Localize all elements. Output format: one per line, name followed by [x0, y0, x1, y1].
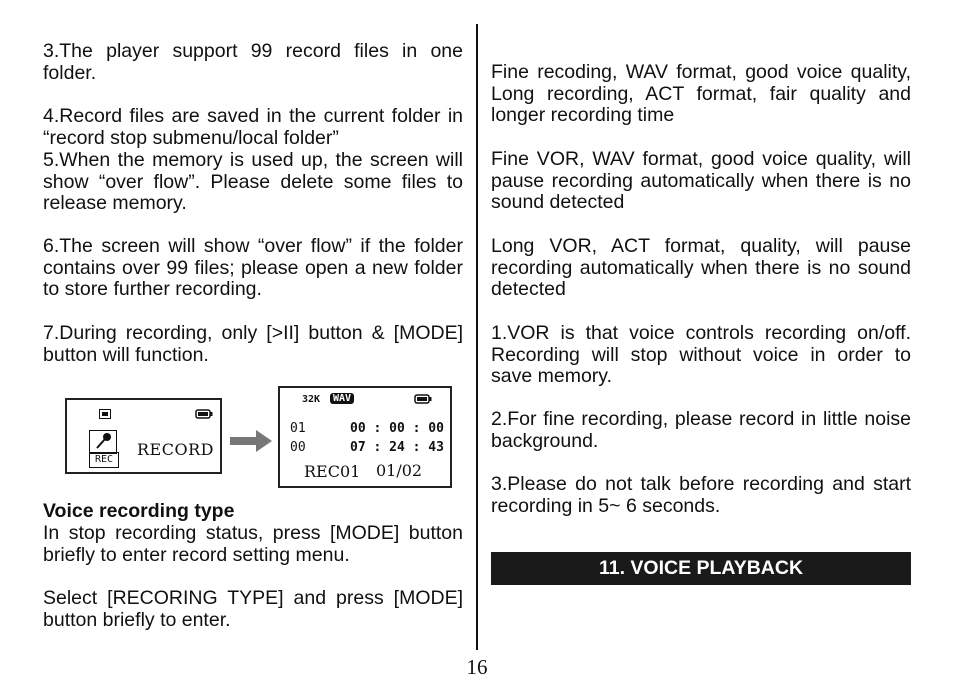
- arrow-right-icon: [228, 430, 272, 452]
- paragraph-record-limit: 3.The player support 99 record files in one folder.: [43, 40, 463, 84]
- record-menu-label: RECORD: [137, 440, 214, 459]
- bitrate-label: 32K: [302, 394, 321, 405]
- paragraph-long-vor: Long VOR, ACT format, quality, will pause recording automatically when there is no sound detected: [491, 235, 911, 301]
- paragraph-save-location: 4.Record files are saved in the current folder in “record stop submenu/local folder”: [43, 105, 463, 149]
- column-divider: [476, 24, 478, 650]
- paragraph-memory-full: 5.When the memory is used up, the screen will show “over flow”. Please delete some files to release memory.: [43, 149, 463, 215]
- section-title-voice-playback: 11. VOICE PLAYBACK: [491, 552, 911, 585]
- paragraph-start-delay: 3.Please do not talk before recording and start recording in 5~ 6 seconds.: [491, 473, 911, 517]
- recording-file-count: 01/02: [376, 461, 423, 480]
- remaining-time: 07 : 24 : 43: [350, 440, 444, 455]
- microphone-icon: [89, 430, 117, 454]
- paragraph-select-recording-type: Select [RECORING TYPE] and press [MODE] button briefly to enter.: [43, 587, 463, 631]
- paragraph-folder-overflow: 6.The screen will show “over flow” if the folder contains over 99 files; please open a new folder to store further recording.: [43, 235, 463, 301]
- paragraph-vor-explanation: 1.VOR is that voice controls recording on/off. Recording will stop without voice in order to save memory.: [491, 322, 911, 388]
- recording-file-name: REC01: [304, 462, 361, 481]
- paragraph-recording-buttons: 7.During recording, only [>II] button & [MODE] button will function.: [43, 322, 463, 366]
- lcd-screen-recording-status: [278, 386, 452, 488]
- paragraph-low-noise: 2.For fine recording, please record in little noise background.: [491, 408, 911, 452]
- battery-icon: [195, 409, 213, 419]
- paragraph-record-setting-menu: In stop recording status, press [MODE] button briefly to enter record setting menu.: [43, 522, 463, 566]
- paragraph-fine-long-recording: Fine recoding, WAV format, good voice quality, Long recording, ACT format, fair quality and longer recording time: [491, 61, 911, 127]
- elapsed-time: 00 : 00 : 00: [350, 421, 444, 436]
- battery-icon-2: [414, 394, 432, 404]
- folder-icon: [99, 409, 111, 419]
- format-badge: WAV: [330, 393, 354, 404]
- rec-icon-label: REC: [89, 452, 119, 468]
- track-number: 01: [290, 421, 306, 436]
- second-number: 00: [290, 440, 306, 455]
- page-number: 16: [466, 655, 488, 679]
- paragraph-fine-vor: Fine VOR, WAV format, good voice quality, will pause recording automatically when there is no sound detected: [491, 148, 911, 214]
- heading-voice-recording-type: Voice recording type: [43, 500, 235, 522]
- lcd-screen-record-menu: [65, 398, 222, 474]
